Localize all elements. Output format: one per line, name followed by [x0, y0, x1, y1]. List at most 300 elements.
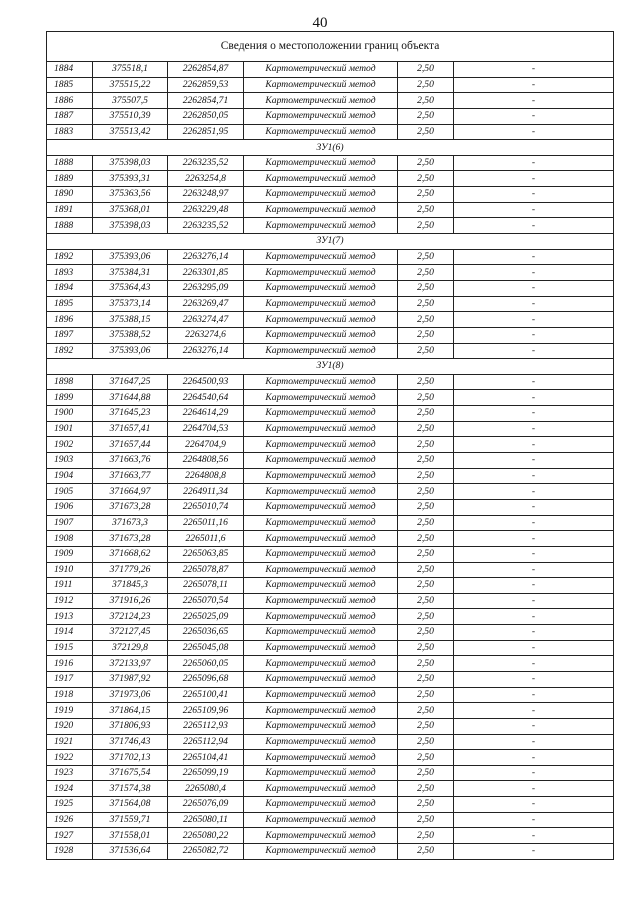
- method-cell: Картометрический метод: [244, 280, 398, 296]
- coord-x-cell: 375368,01: [93, 202, 168, 218]
- method-cell: Картометрический метод: [244, 296, 398, 312]
- method-cell: Картометрический метод: [244, 171, 398, 187]
- coord-x-cell: 371806,93: [93, 718, 168, 734]
- table-row: [47, 374, 614, 390]
- table-row: [47, 187, 614, 203]
- coord-y-cell: 2264500,93: [168, 374, 244, 390]
- method-cell: Картометрический метод: [244, 437, 398, 453]
- method-cell: Картометрический метод: [244, 515, 398, 531]
- table-row: [47, 155, 614, 171]
- description-cell: -: [454, 343, 614, 359]
- accuracy-cell: 2,50: [398, 280, 454, 296]
- coord-y-cell: 2262859,53: [168, 77, 244, 93]
- table-row: [47, 249, 614, 265]
- coord-y-cell: 2263301,85: [168, 265, 244, 281]
- coord-y-cell: 2265078,11: [168, 578, 244, 594]
- accuracy-cell: 2,50: [398, 718, 454, 734]
- method-cell: Картометрический метод: [244, 484, 398, 500]
- method-cell: Картометрический метод: [244, 453, 398, 469]
- method-cell: Картометрический метод: [244, 327, 398, 343]
- table-row: [47, 93, 614, 109]
- method-cell: Картометрический метод: [244, 265, 398, 281]
- table-row: [47, 312, 614, 328]
- method-cell: Картометрический метод: [244, 578, 398, 594]
- point-number-cell: 1921: [47, 734, 93, 750]
- coord-x-cell: 375364,43: [93, 280, 168, 296]
- coord-y-cell: 2264704,9: [168, 437, 244, 453]
- method-cell: Картометрический метод: [244, 844, 398, 860]
- coord-y-cell: 2263235,52: [168, 218, 244, 234]
- table-row: [47, 625, 614, 641]
- point-number-cell: 1913: [47, 609, 93, 625]
- method-cell: Картометрический метод: [244, 781, 398, 797]
- point-number-cell: 1923: [47, 765, 93, 781]
- coord-y-cell: 2265112,94: [168, 734, 244, 750]
- table-row: [47, 750, 614, 766]
- description-cell: -: [454, 828, 614, 844]
- coord-y-cell: 2264704,53: [168, 421, 244, 437]
- description-cell: -: [454, 327, 614, 343]
- method-cell: Картометрический метод: [244, 374, 398, 390]
- accuracy-cell: 2,50: [398, 499, 454, 515]
- table-title-row: [47, 32, 614, 62]
- table-row: [47, 390, 614, 406]
- point-number-cell: 1908: [47, 531, 93, 547]
- method-cell: Картометрический метод: [244, 562, 398, 578]
- description-cell: -: [454, 437, 614, 453]
- coord-y-cell: 2263276,14: [168, 343, 244, 359]
- coord-y-cell: 2263235,52: [168, 155, 244, 171]
- table-row: [47, 797, 614, 813]
- accuracy-cell: 2,50: [398, 62, 454, 78]
- description-cell: -: [454, 468, 614, 484]
- accuracy-cell: 2,50: [398, 625, 454, 641]
- method-cell: Картометрический метод: [244, 62, 398, 78]
- method-cell: Картометрический метод: [244, 750, 398, 766]
- table-row: [47, 640, 614, 656]
- accuracy-cell: 2,50: [398, 578, 454, 594]
- coord-x-cell: 371559,71: [93, 812, 168, 828]
- accuracy-cell: 2,50: [398, 640, 454, 656]
- coord-y-cell: 2265060,05: [168, 656, 244, 672]
- description-cell: -: [454, 844, 614, 860]
- point-number-cell: 1924: [47, 781, 93, 797]
- point-number-cell: 1916: [47, 656, 93, 672]
- point-number-cell: 1926: [47, 812, 93, 828]
- description-cell: -: [454, 625, 614, 641]
- coord-x-cell: 371664,97: [93, 484, 168, 500]
- point-number-cell: 1896: [47, 312, 93, 328]
- point-number-cell: 1910: [47, 562, 93, 578]
- point-number-cell: 1915: [47, 640, 93, 656]
- point-number-cell: 1918: [47, 687, 93, 703]
- description-cell: -: [454, 124, 614, 140]
- boundary-table-body: [47, 32, 614, 860]
- table-row: [47, 484, 614, 500]
- coord-x-cell: 371663,77: [93, 468, 168, 484]
- accuracy-cell: 2,50: [398, 703, 454, 719]
- accuracy-cell: 2,50: [398, 437, 454, 453]
- table-row: [47, 437, 614, 453]
- table-row: [47, 62, 614, 78]
- coord-y-cell: 2264808,8: [168, 468, 244, 484]
- coord-x-cell: 371916,26: [93, 593, 168, 609]
- coord-y-cell: 2265099,19: [168, 765, 244, 781]
- coord-y-cell: 2265096,68: [168, 671, 244, 687]
- table-title: Сведения о местоположении границ объекта: [47, 32, 614, 62]
- coord-y-cell: 2265010,74: [168, 499, 244, 515]
- point-number-cell: 1905: [47, 484, 93, 500]
- description-cell: -: [454, 202, 614, 218]
- coord-y-cell: 2265025,09: [168, 609, 244, 625]
- coord-x-cell: 375384,31: [93, 265, 168, 281]
- point-number-cell: 1899: [47, 390, 93, 406]
- description-cell: -: [454, 218, 614, 234]
- description-cell: -: [454, 765, 614, 781]
- accuracy-cell: 2,50: [398, 327, 454, 343]
- table-row: [47, 327, 614, 343]
- accuracy-cell: 2,50: [398, 374, 454, 390]
- accuracy-cell: 2,50: [398, 202, 454, 218]
- point-number-cell: 1884: [47, 62, 93, 78]
- accuracy-cell: 2,50: [398, 765, 454, 781]
- point-number-cell: 1890: [47, 187, 93, 203]
- method-cell: Картометрический метод: [244, 656, 398, 672]
- coord-x-cell: 375393,31: [93, 171, 168, 187]
- description-cell: -: [454, 249, 614, 265]
- point-number-cell: 1920: [47, 718, 93, 734]
- table-row: [47, 171, 614, 187]
- point-number-cell: 1906: [47, 499, 93, 515]
- description-cell: -: [454, 546, 614, 562]
- table-row: [47, 671, 614, 687]
- accuracy-cell: 2,50: [398, 828, 454, 844]
- method-cell: Картометрический метод: [244, 202, 398, 218]
- coord-x-cell: 375398,03: [93, 218, 168, 234]
- coord-y-cell: 2265112,93: [168, 718, 244, 734]
- coord-x-cell: 375398,03: [93, 155, 168, 171]
- description-cell: -: [454, 531, 614, 547]
- table-row: [47, 765, 614, 781]
- description-cell: -: [454, 406, 614, 422]
- method-cell: Картометрический метод: [244, 640, 398, 656]
- point-number-cell: 1903: [47, 453, 93, 469]
- page-number: 40: [312, 15, 328, 31]
- accuracy-cell: 2,50: [398, 609, 454, 625]
- table-row: [47, 265, 614, 281]
- table-row: [47, 406, 614, 422]
- point-number-cell: 1901: [47, 421, 93, 437]
- coord-x-cell: 375515,22: [93, 77, 168, 93]
- description-cell: -: [454, 187, 614, 203]
- accuracy-cell: 2,50: [398, 656, 454, 672]
- description-cell: -: [454, 77, 614, 93]
- accuracy-cell: 2,50: [398, 421, 454, 437]
- table-row: [47, 687, 614, 703]
- table-row: [47, 515, 614, 531]
- method-cell: Картометрический метод: [244, 77, 398, 93]
- point-number-cell: 1912: [47, 593, 93, 609]
- method-cell: Картометрический метод: [244, 546, 398, 562]
- table-row: [47, 812, 614, 828]
- point-number-cell: 1917: [47, 671, 93, 687]
- coord-y-cell: 2265080,4: [168, 781, 244, 797]
- coord-y-cell: 2265082,72: [168, 844, 244, 860]
- coord-y-cell: 2265076,09: [168, 797, 244, 813]
- coord-x-cell: 375510,39: [93, 108, 168, 124]
- description-cell: -: [454, 797, 614, 813]
- table-row: [47, 108, 614, 124]
- coord-x-cell: 371675,54: [93, 765, 168, 781]
- point-number-cell: 1922: [47, 750, 93, 766]
- table-row: [47, 421, 614, 437]
- accuracy-cell: 2,50: [398, 687, 454, 703]
- table-row: [47, 844, 614, 860]
- description-cell: -: [454, 812, 614, 828]
- coord-y-cell: 2265011,6: [168, 531, 244, 547]
- table-row: [47, 280, 614, 296]
- accuracy-cell: 2,50: [398, 797, 454, 813]
- method-cell: Картометрический метод: [244, 249, 398, 265]
- method-cell: Картометрический метод: [244, 155, 398, 171]
- point-number-cell: 1888: [47, 155, 93, 171]
- coord-y-cell: 2262854,71: [168, 93, 244, 109]
- table-row: [47, 609, 614, 625]
- description-cell: -: [454, 499, 614, 515]
- coord-x-cell: 375507,5: [93, 93, 168, 109]
- table-row: [47, 593, 614, 609]
- coord-x-cell: 371673,28: [93, 499, 168, 515]
- accuracy-cell: 2,50: [398, 249, 454, 265]
- point-number-cell: 1895: [47, 296, 93, 312]
- description-cell: -: [454, 93, 614, 109]
- section-label: ЗУ1(8): [47, 359, 614, 375]
- table-row: [47, 781, 614, 797]
- description-cell: -: [454, 609, 614, 625]
- method-cell: Картометрический метод: [244, 625, 398, 641]
- accuracy-cell: 2,50: [398, 468, 454, 484]
- method-cell: Картометрический метод: [244, 687, 398, 703]
- point-number-cell: 1904: [47, 468, 93, 484]
- section-row: [47, 234, 614, 250]
- point-number-cell: 1886: [47, 93, 93, 109]
- coord-x-cell: 371564,08: [93, 797, 168, 813]
- accuracy-cell: 2,50: [398, 734, 454, 750]
- table-row: [47, 202, 614, 218]
- coord-y-cell: 2265109,96: [168, 703, 244, 719]
- table-row: [47, 296, 614, 312]
- coord-x-cell: 372124,23: [93, 609, 168, 625]
- coord-y-cell: 2264808,56: [168, 453, 244, 469]
- coord-y-cell: 2263276,14: [168, 249, 244, 265]
- coord-y-cell: 2264911,34: [168, 484, 244, 500]
- coord-x-cell: 371657,44: [93, 437, 168, 453]
- accuracy-cell: 2,50: [398, 108, 454, 124]
- table-row: [47, 343, 614, 359]
- accuracy-cell: 2,50: [398, 750, 454, 766]
- table-row: [47, 531, 614, 547]
- description-cell: -: [454, 108, 614, 124]
- description-cell: -: [454, 578, 614, 594]
- point-number-cell: 1919: [47, 703, 93, 719]
- accuracy-cell: 2,50: [398, 531, 454, 547]
- point-number-cell: 1909: [47, 546, 93, 562]
- coord-y-cell: 2263229,48: [168, 202, 244, 218]
- description-cell: -: [454, 155, 614, 171]
- coord-x-cell: 371536,64: [93, 844, 168, 860]
- coord-y-cell: 2265045,08: [168, 640, 244, 656]
- coord-y-cell: 2265070,54: [168, 593, 244, 609]
- coord-y-cell: 2262851,95: [168, 124, 244, 140]
- coord-x-cell: 371746,43: [93, 734, 168, 750]
- method-cell: Картометрический метод: [244, 812, 398, 828]
- description-cell: -: [454, 312, 614, 328]
- method-cell: Картометрический метод: [244, 499, 398, 515]
- point-number-cell: 1891: [47, 202, 93, 218]
- method-cell: Картометрический метод: [244, 124, 398, 140]
- point-number-cell: 1898: [47, 374, 93, 390]
- accuracy-cell: 2,50: [398, 312, 454, 328]
- accuracy-cell: 2,50: [398, 406, 454, 422]
- method-cell: Картометрический метод: [244, 593, 398, 609]
- method-cell: Картометрический метод: [244, 828, 398, 844]
- point-number-cell: 1885: [47, 77, 93, 93]
- description-cell: -: [454, 265, 614, 281]
- coord-y-cell: 2265078,87: [168, 562, 244, 578]
- section-label: ЗУ1(7): [47, 234, 614, 250]
- coord-x-cell: 371673,28: [93, 531, 168, 547]
- table-row: [47, 124, 614, 140]
- method-cell: Картометрический метод: [244, 609, 398, 625]
- coord-y-cell: 2265036,65: [168, 625, 244, 641]
- coord-y-cell: 2265011,16: [168, 515, 244, 531]
- table-row: [47, 718, 614, 734]
- method-cell: Картометрический метод: [244, 108, 398, 124]
- description-cell: -: [454, 390, 614, 406]
- coord-y-cell: 2265080,11: [168, 812, 244, 828]
- point-number-cell: 1892: [47, 343, 93, 359]
- accuracy-cell: 2,50: [398, 187, 454, 203]
- description-cell: -: [454, 453, 614, 469]
- table-row: [47, 499, 614, 515]
- description-cell: -: [454, 656, 614, 672]
- accuracy-cell: 2,50: [398, 124, 454, 140]
- coord-y-cell: 2263274,47: [168, 312, 244, 328]
- coord-y-cell: 2263269,47: [168, 296, 244, 312]
- point-number-cell: 1887: [47, 108, 93, 124]
- coord-x-cell: 371973,06: [93, 687, 168, 703]
- accuracy-cell: 2,50: [398, 546, 454, 562]
- coord-x-cell: 372133,97: [93, 656, 168, 672]
- coord-y-cell: 2262850,05: [168, 108, 244, 124]
- description-cell: -: [454, 562, 614, 578]
- accuracy-cell: 2,50: [398, 844, 454, 860]
- method-cell: Картометрический метод: [244, 218, 398, 234]
- method-cell: Картометрический метод: [244, 406, 398, 422]
- coord-y-cell: 2263254,8: [168, 171, 244, 187]
- point-number-cell: 1900: [47, 406, 93, 422]
- coord-x-cell: 375518,1: [93, 62, 168, 78]
- coord-x-cell: 372129,8: [93, 640, 168, 656]
- description-cell: -: [454, 280, 614, 296]
- coord-x-cell: 372127,45: [93, 625, 168, 641]
- description-cell: -: [454, 671, 614, 687]
- description-cell: -: [454, 781, 614, 797]
- point-number-cell: 1902: [47, 437, 93, 453]
- table-row: [47, 218, 614, 234]
- section-row: [47, 140, 614, 156]
- coord-y-cell: 2265100,41: [168, 687, 244, 703]
- coord-x-cell: 371779,26: [93, 562, 168, 578]
- method-cell: Картометрический метод: [244, 797, 398, 813]
- method-cell: Картометрический метод: [244, 671, 398, 687]
- description-cell: -: [454, 374, 614, 390]
- coord-x-cell: 371864,15: [93, 703, 168, 719]
- point-number-cell: 1928: [47, 844, 93, 860]
- coord-x-cell: 371673,3: [93, 515, 168, 531]
- table-row: [47, 453, 614, 469]
- accuracy-cell: 2,50: [398, 812, 454, 828]
- description-cell: -: [454, 703, 614, 719]
- coord-x-cell: 375373,14: [93, 296, 168, 312]
- coord-y-cell: 2263274,6: [168, 327, 244, 343]
- accuracy-cell: 2,50: [398, 515, 454, 531]
- coord-x-cell: 371702,13: [93, 750, 168, 766]
- method-cell: Картометрический метод: [244, 312, 398, 328]
- description-cell: -: [454, 296, 614, 312]
- coord-x-cell: 371645,23: [93, 406, 168, 422]
- method-cell: Картометрический метод: [244, 718, 398, 734]
- coord-x-cell: 375388,15: [93, 312, 168, 328]
- coord-y-cell: 2265063,85: [168, 546, 244, 562]
- table-row: [47, 562, 614, 578]
- method-cell: Картометрический метод: [244, 187, 398, 203]
- point-number-cell: 1888: [47, 218, 93, 234]
- coord-x-cell: 371987,92: [93, 671, 168, 687]
- description-cell: -: [454, 484, 614, 500]
- coord-x-cell: 371647,25: [93, 374, 168, 390]
- section-label: ЗУ1(6): [47, 140, 614, 156]
- table-row: [47, 656, 614, 672]
- coord-x-cell: 375388,52: [93, 327, 168, 343]
- point-number-cell: 1914: [47, 625, 93, 641]
- description-cell: -: [454, 687, 614, 703]
- point-number-cell: 1907: [47, 515, 93, 531]
- table-row: [47, 578, 614, 594]
- accuracy-cell: 2,50: [398, 593, 454, 609]
- accuracy-cell: 2,50: [398, 484, 454, 500]
- point-number-cell: 1893: [47, 265, 93, 281]
- accuracy-cell: 2,50: [398, 265, 454, 281]
- coord-y-cell: 2264614,29: [168, 406, 244, 422]
- point-number-cell: 1927: [47, 828, 93, 844]
- coord-y-cell: 2264540,64: [168, 390, 244, 406]
- table-row: [47, 77, 614, 93]
- coord-x-cell: 371668,62: [93, 546, 168, 562]
- coord-x-cell: 375393,06: [93, 249, 168, 265]
- point-number-cell: 1911: [47, 578, 93, 594]
- method-cell: Картометрический метод: [244, 343, 398, 359]
- coord-x-cell: 371845,3: [93, 578, 168, 594]
- description-cell: -: [454, 734, 614, 750]
- table-row: [47, 703, 614, 719]
- accuracy-cell: 2,50: [398, 390, 454, 406]
- accuracy-cell: 2,50: [398, 171, 454, 187]
- point-number-cell: 1925: [47, 797, 93, 813]
- accuracy-cell: 2,50: [398, 343, 454, 359]
- coord-y-cell: 2262854,87: [168, 62, 244, 78]
- method-cell: Картометрический метод: [244, 703, 398, 719]
